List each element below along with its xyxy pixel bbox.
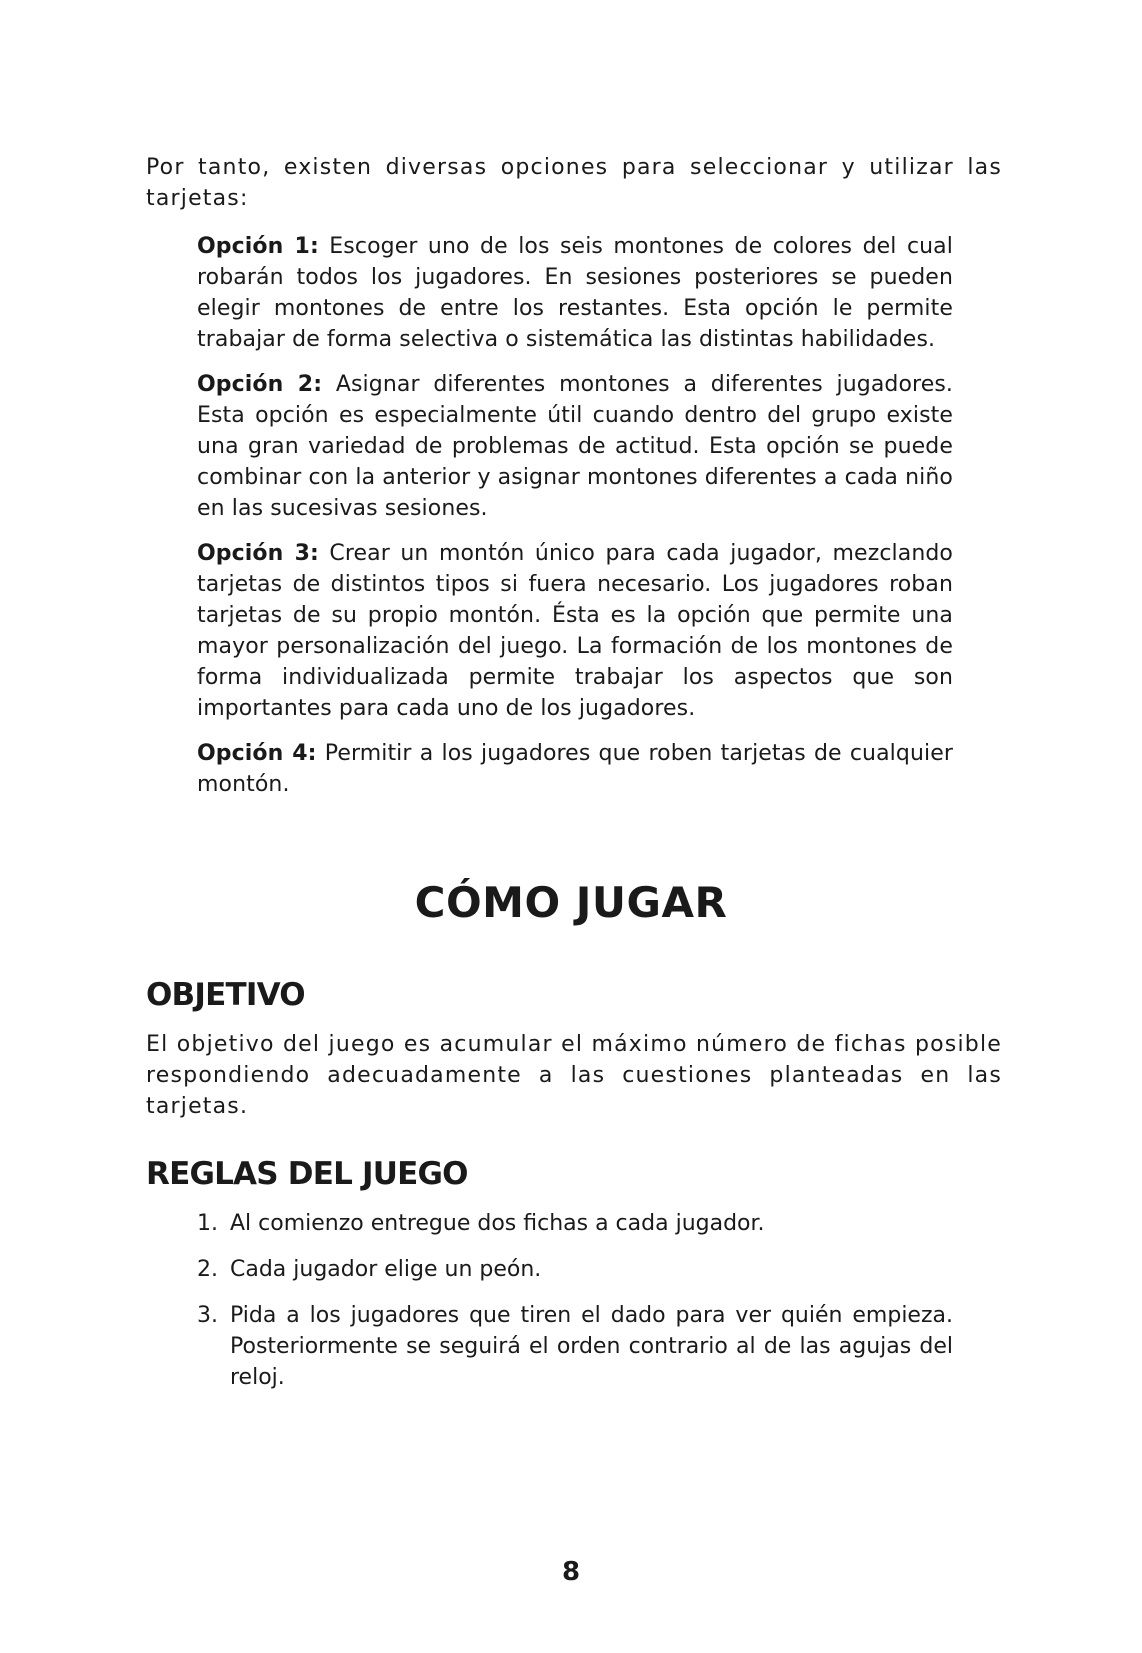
option-3-paragraph [197, 538, 953, 724]
option-4-text: Permitir a los jugadores que roben tarjetas de cualquier montón. [197, 741, 953, 797]
option-3-text: Crear un montón único para cada jugador, mezclando tarjetas de distintos tipos si fuera necesario. Los jugadores roban tarjetas de su propio montón. Ésta es la opción que permite una mayor personalización del juego. La formación de los montones de forma individualizada permite trabajar los aspectos que son importantes para cada uno de los jugadores. [197, 541, 953, 721]
option-1-text: Escoger uno de los seis montones de colores del cual robarán todos los jugadores. En sesiones posteriores se pueden elegir montones de entre los restantes. Esta opción le permite trabajar de forma selectiva o sistemática las distintas habilidades. [197, 234, 953, 352]
rule-number-3: 3. [197, 1303, 218, 1328]
option-1-label: Opción 1: [197, 234, 319, 259]
rule-item-2 [197, 1254, 953, 1285]
main-title: CÓMO JUGAR [414, 878, 728, 927]
rule-text-2: Cada jugador elige un peón. [230, 1257, 542, 1282]
rule-text-1: Al comienzo entregue dos fichas a cada jugador. [230, 1211, 765, 1236]
objetivo-heading: OBJETIVO [146, 977, 305, 1013]
rule-item-3 [197, 1300, 953, 1393]
option-4-label: Opción 4: [197, 741, 317, 766]
intro-paragraph: Por tanto, existen diversas opciones para seleccionar y utilizar las tarjetas: [146, 155, 1002, 211]
page-number: 8 [561, 1557, 581, 1587]
option-2-label: Opción 2: [197, 372, 323, 397]
rule-number-2: 2. [197, 1257, 218, 1282]
option-1-paragraph [197, 231, 953, 355]
option-2-text: Asignar diferentes montones a diferentes jugadores. Esta opción es especialmente útil cuando dentro del grupo existe una gran variedad de problemas de actitud. Esta opción se puede combinar con la anterior y asignar montones diferentes a cada niño en las sucesivas sesiones. [197, 372, 953, 521]
option-4-paragraph [197, 738, 953, 800]
option-3-label: Opción 3: [197, 541, 319, 566]
option-2-paragraph [197, 369, 953, 524]
rule-number-1: 1. [197, 1211, 218, 1236]
rules-list [197, 1208, 953, 1408]
reglas-heading: REGLAS DEL JUEGO [146, 1156, 468, 1192]
rule-item-1 [197, 1208, 953, 1239]
rule-text-3: Pida a los jugadores que tiren el dado para ver quién empieza. Posteriormente se seguirá el orden contrario al de las agujas del reloj. [230, 1303, 953, 1390]
objetivo-paragraph: El objetivo del juego es acumular el máximo número de fichas posible respondiendo adecuadamente a las cuestiones planteadas en las tarjetas. [146, 1032, 1002, 1119]
